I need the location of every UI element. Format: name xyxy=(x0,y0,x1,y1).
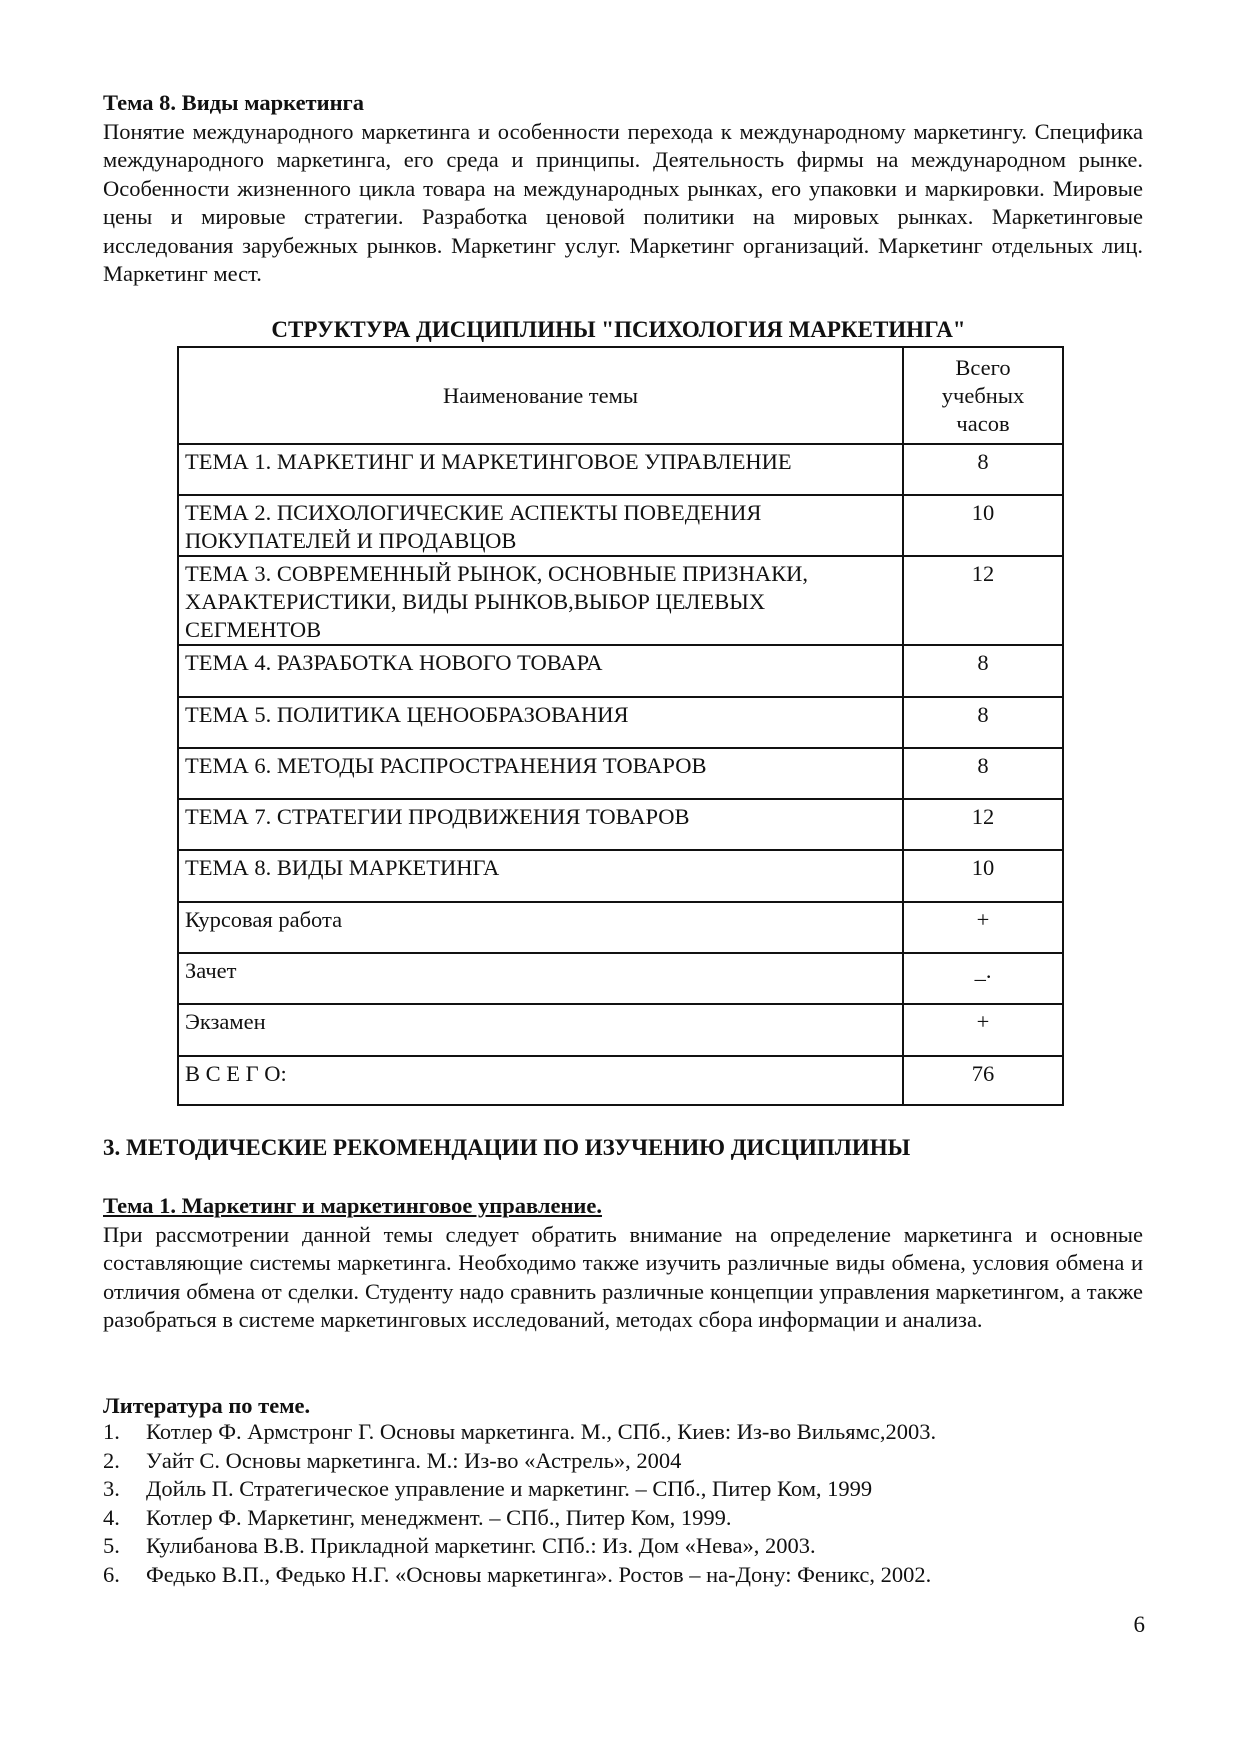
header-topic: Наименование темы xyxy=(178,347,903,444)
hours-cell: _. xyxy=(903,953,1063,1004)
topic-cell: ТЕМА 4. РАЗРАБОТКА НОВОГО ТОВАРА xyxy=(178,645,903,697)
topic-cell: ТЕМА 5. ПОЛИТИКА ЦЕНООБРАЗОВАНИЯ xyxy=(178,697,903,748)
hours-cell: 8 xyxy=(903,444,1063,495)
topic-cell: ТЕМА 8. ВИДЫ МАРКЕТИНГА xyxy=(178,850,903,902)
table-row xyxy=(178,1056,1063,1105)
topic-cell: ТЕМА 7. СТРАТЕГИИ ПРОДВИЖЕНИЯ ТОВАРОВ xyxy=(178,799,903,850)
topic-cell: В С Е Г О: xyxy=(178,1056,903,1105)
page-number: 6 xyxy=(1133,1612,1145,1637)
topic-cell: ТЕМА 6. МЕТОДЫ РАСПРОСТРАНЕНИЯ ТОВАРОВ xyxy=(178,748,903,799)
header-hours: Всего учебных часов xyxy=(903,347,1063,444)
table-row xyxy=(178,953,1063,1004)
tema1-section xyxy=(103,1192,1143,1335)
table-row xyxy=(178,748,1063,799)
list-item: 6. Федько В.П., Федько Н.Г. «Основы маркетинга». Ростов – на-Дону: Феникс, 2002. xyxy=(103,1561,932,1587)
table-row xyxy=(178,799,1063,850)
topic-cell: Экзамен xyxy=(178,1004,903,1056)
hours-cell: 8 xyxy=(903,748,1063,799)
table-header-row xyxy=(178,347,1063,444)
list-item: 5. Кулибанова В.В. Прикладной маркетинг. СПб.: Из. Дом «Нева», 2003. xyxy=(103,1533,816,1558)
table-row xyxy=(178,697,1063,748)
tema1-text: При рассмотрении данной темы следует обратить внимание на определение маркетинга и основные составляющие системы маркетинга. Необходимо также изучить различные виды обмена, условия обмена и отличия обмена от сделки. Студенту надо сравнить различные концепции управления маркетингом, а также разобраться в системе маркетинговых исследований, методах сбора информации и анализа. xyxy=(103,1221,1143,1332)
table-row xyxy=(178,902,1063,953)
section3-title: 3. МЕТОДИЧЕСКИЕ РЕКОМЕНДАЦИИ ПО ИЗУЧЕНИЮ ДИСЦИПЛИНЫ xyxy=(103,1135,911,1160)
list-item: 2. Уайт С. Основы маркетинга. М.: Из-во «Астрель», 2004 xyxy=(103,1447,682,1473)
hours-cell: 8 xyxy=(903,645,1063,697)
hours-cell: 10 xyxy=(903,850,1063,902)
table-row xyxy=(178,1004,1063,1056)
table-row xyxy=(178,556,1063,645)
tema8-section xyxy=(103,89,1143,289)
hours-cell: + xyxy=(903,1004,1063,1056)
structure-title: СТРУКТУРА ДИСЦИПЛИНЫ "ПСИХОЛОГИЯ МАРКЕТИНГА" xyxy=(271,317,966,342)
table-row xyxy=(178,444,1063,495)
tema8-text: Понятие международного маркетинга и особенности перехода к международному маркетингу. Специфика международного маркетинга, его среда и принципы. Деятельность фирмы на международном рынке. Особенности жизненного цикла товара на международных рынках, его упаковки и маркировки. Мировые цены и мировые стратегии. Разработка ценовой политики на мировых рынках. Маркетинговые исследования зарубежных рынков. Маркетинг услуг. Маркетинг организаций. Маркетинг отдельных лиц. Маркетинг мест. xyxy=(103,118,1143,286)
hours-cell: 8 xyxy=(903,697,1063,748)
hours-cell: 12 xyxy=(903,556,1063,645)
tema8-title: Тема 8. Виды маркетинга xyxy=(103,90,365,115)
topic-cell: Зачет xyxy=(178,953,903,1004)
literature-title: Литература по теме. xyxy=(103,1393,311,1418)
table-row xyxy=(178,495,1063,556)
topic-cell: ТЕМА 3. СОВРЕМЕННЫЙ РЫНОК, ОСНОВНЫЕ ПРИЗНАКИ, ХАРАКТЕРИСТИКИ, ВИДЫ РЫНКОВ,ВЫБОР ЦЕЛЕВЫХ СЕГМЕНТОВ xyxy=(178,556,903,645)
hours-cell: + xyxy=(903,902,1063,953)
structure-table xyxy=(177,346,1064,1106)
list-item: 3. Дойль П. Стратегическое управление и маркетинг. – СПб., Питер Ком, 1999 xyxy=(103,1476,873,1501)
table-row xyxy=(178,645,1063,697)
list-item: 4. Котлер Ф. Маркетинг, менеджмент. – СПб., Питер Ком, 1999. xyxy=(103,1504,732,1530)
hours-cell: 10 xyxy=(903,495,1063,556)
table-row xyxy=(178,850,1063,902)
topic-cell: ТЕМА 2. ПСИХОЛОГИЧЕСКИЕ АСПЕКТЫ ПОВЕДЕНИЯ ПОКУПАТЕЛЕЙ И ПРОДАВЦОВ xyxy=(178,495,903,556)
list-item: 1. Котлер Ф. Армстронг Г. Основы маркетинга. М., СПб., Киев: Из-во Вильямс,2003. xyxy=(103,1419,937,1444)
hours-cell: 76 xyxy=(903,1056,1063,1105)
tema1-title: Тема 1. Маркетинг и маркетинговое управление. xyxy=(103,1193,602,1218)
hours-cell: 12 xyxy=(903,799,1063,850)
literature-list xyxy=(103,1418,936,1589)
topic-cell: Курсовая работа xyxy=(178,902,903,953)
topic-cell: ТЕМА 1. МАРКЕТИНГ И МАРКЕТИНГОВОЕ УПРАВЛЕНИЕ xyxy=(178,444,903,495)
